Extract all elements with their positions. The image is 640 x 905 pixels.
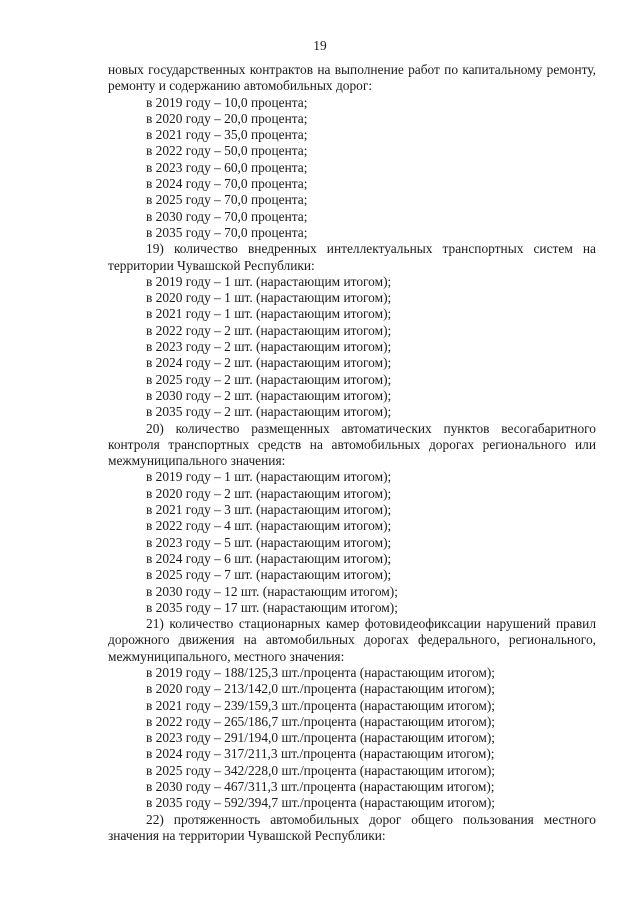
list-item: в 2025 году – 70,0 процента; <box>146 192 308 208</box>
section-heading: 22) протяженность автомобильных дорог общего пользования местного значения на территории Чувашской Республики: <box>108 811 596 843</box>
list-item: в 2030 году – 467/311,3 шт./процента (нарастающим итогом); <box>146 779 495 795</box>
section-heading: 21) количество стационарных камер фотовидеофиксации нарушений правил дорожного движения на автомобильных дорогах федерального, регионального, межмуниципального, местного значения: <box>108 616 596 664</box>
list-item: в 2030 году – 70,0 процента; <box>146 208 308 224</box>
list-item: в 2035 году – 70,0 процента; <box>146 224 308 240</box>
intro-paragraph: новых государственных контрактов на выполнение работ по капитальному ремонту, ремонту и содержанию автомобильных дорог: <box>108 62 596 94</box>
list-item: в 2024 году – 317/211,3 шт./процента (нарастающим итогом); <box>146 746 495 762</box>
list-item: в 2024 году – 6 шт. (нарастающим итогом); <box>146 550 392 566</box>
list-item: в 2019 году – 188/125,3 шт./процента (нарастающим итогом); <box>146 664 496 680</box>
intro-list <box>108 95 596 242</box>
section-heading: 19) количество внедренных интеллектуальных транспортных систем на территории Чувашской Республики: <box>108 241 596 273</box>
list-item: в 2022 году – 265/186,7 шт./процента (нарастающим итогом); <box>146 713 496 729</box>
list-item: в 2024 году – 2 шт. (нарастающим итогом); <box>146 355 392 371</box>
list-item: в 2030 году – 2 шт. (нарастающим итогом); <box>146 387 392 403</box>
section-list <box>108 665 596 812</box>
list-item: в 2025 году – 342/228,0 шт./процента (нарастающим итогом); <box>146 762 496 778</box>
list-item: в 2035 году – 592/394,7 шт./процента (нарастающим итогом); <box>146 795 496 811</box>
list-item: в 2019 году – 10,0 процента; <box>146 94 308 110</box>
section-list <box>108 274 596 421</box>
list-item: в 2019 году – 1 шт. (нарастающим итогом); <box>146 273 392 289</box>
list-item: в 2022 году – 50,0 процента; <box>146 143 308 159</box>
list-item: в 2024 году – 70,0 процента; <box>146 176 308 192</box>
list-item: в 2020 году – 2 шт. (нарастающим итогом); <box>146 485 392 501</box>
list-item: в 2025 году – 7 шт. (нарастающим итогом); <box>146 567 392 583</box>
section-list <box>108 469 596 616</box>
list-item: в 2021 году – 3 шт. (нарастающим итогом); <box>146 502 392 518</box>
list-item: в 2023 году – 60,0 процента; <box>146 159 308 175</box>
list-item: в 2019 году – 1 шт. (нарастающим итогом); <box>146 469 392 485</box>
list-item: в 2025 году – 2 шт. (нарастающим итогом); <box>146 371 392 387</box>
list-item: в 2035 году – 2 шт. (нарастающим итогом); <box>146 404 392 420</box>
section-heading: 20) количество размещенных автоматических пунктов весогабаритного контроля транспортных средств на автомобильных дорогах регионального или межмуниципального значения: <box>108 420 596 469</box>
list-item: в 2022 году – 4 шт. (нарастающим итогом); <box>146 518 392 534</box>
list-item: в 2030 году – 12 шт. (нарастающим итогом); <box>146 583 398 599</box>
list-item: в 2021 году – 239/159,3 шт./процента (нарастающим итогом); <box>146 697 496 713</box>
list-item: в 2035 году – 17 шт. (нарастающим итогом); <box>146 599 398 615</box>
list-item: в 2020 году – 20,0 процента; <box>146 110 308 126</box>
list-item: в 2020 году – 1 шт. (нарастающим итогом); <box>146 290 392 306</box>
page-number: 19 <box>313 38 327 53</box>
list-item: в 2023 году – 2 шт. (нарастающим итогом); <box>146 339 392 355</box>
list-item: в 2021 году – 1 шт. (нарастающим итогом); <box>146 306 392 322</box>
list-item: в 2023 году – 291/194,0 шт./процента (нарастающим итогом); <box>146 730 496 746</box>
list-item: в 2023 году – 5 шт. (нарастающим итогом); <box>146 534 392 550</box>
list-item: в 2022 году – 2 шт. (нарастающим итогом); <box>146 322 392 338</box>
list-item: в 2021 году – 35,0 процента; <box>146 127 308 143</box>
document-body <box>108 62 596 844</box>
list-item: в 2020 году – 213/142,0 шт./процента (нарастающим итогом); <box>146 681 496 697</box>
